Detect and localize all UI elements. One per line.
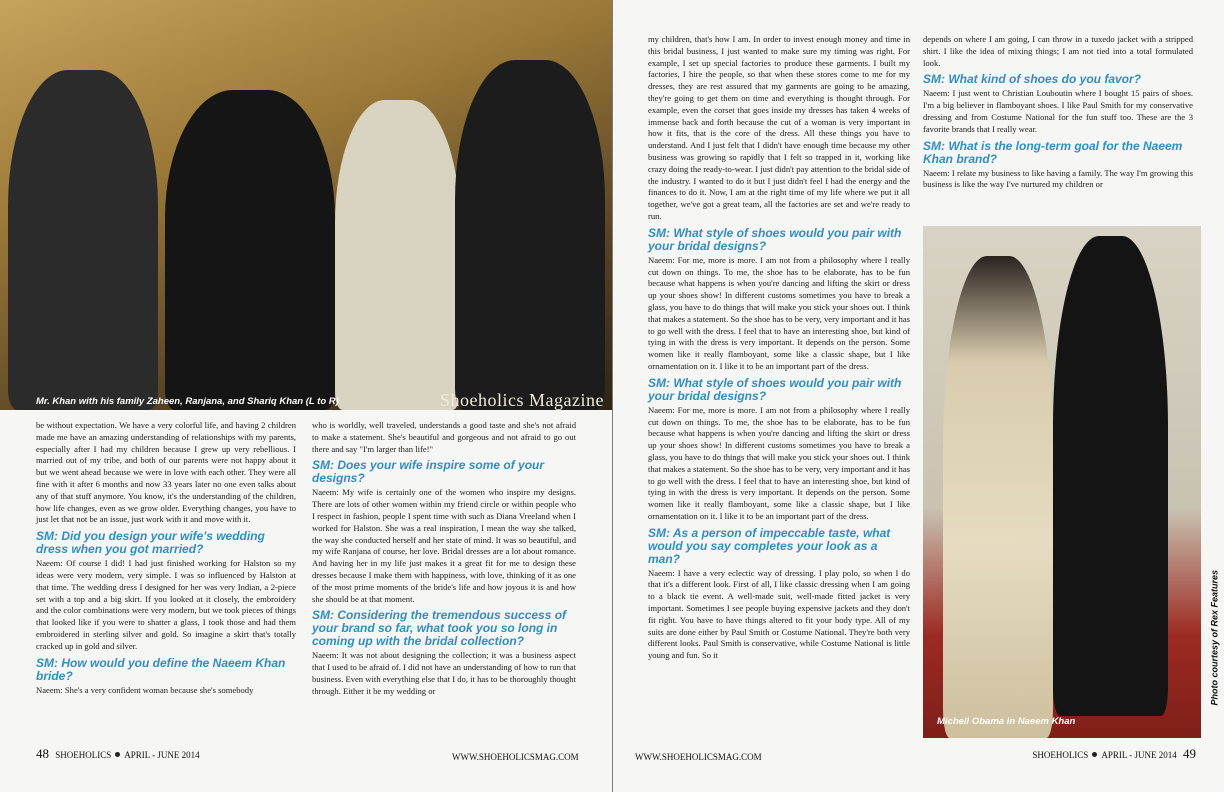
- question-heading: SM: What kind of shoes do you favor?: [923, 72, 1142, 87]
- bullet-dot: [115, 752, 120, 757]
- answer: Naeem: For me, more is more. I am not from a philosophy where I really cut down on things. To me, the shoe has to be elaborate, has to be fun because what happens is when you're dancing and lifting the skirt or dress up your shoes show! In different customs sometimes you have to break a glass, you have to do things that will make you stick your shoes out. I think that makes a statement. So the shoe has to be very, very important and it has to go well with the dress. I feel that to have an interesting shoe, but kind of tying in with the dress is very important. It depends on the person. Some women like it really flamboyant, some like a classic shape, but I like ornamentation on it. I like it to be an important part of the dress.: [648, 404, 910, 521]
- photo-figure-tux: [1053, 236, 1168, 716]
- question-heading: SM: What style of shoes would you pair with your bridal designs?: [648, 375, 902, 403]
- paragraph: be without expectation. We have a very colorful life, and having 2 children made me have an amazing understanding of relationships with my parents, especially after I had my children because I grew up very rebellious. I married out of my tribe, and both of our parents were not happy about it but we went ahead because we were in love with each other. They were all fine with it after 6 months and now 33 years later no one even talks about any of that stuff anymore. You know, it's the understanding of the children, how life changes, even as we grow older. Everything changes, you have to just let that not be an issue, just work with it and move with it.: [36, 420, 296, 525]
- photo-credit: Photo courtesy of Rex Features: [1210, 570, 1220, 706]
- answer: Naeem: It was not about designing the collection; it was a business aspect that I used to be afraid of. I did not have an understanding of how to run that business. Even with everything else that I do, it has to be thoroughly thought through. Either it be my wedding or: [312, 650, 576, 696]
- photo-figure-1: [8, 70, 158, 410]
- question-heading: SM: Did you design your wife's wedding dress when you got married?: [36, 529, 265, 557]
- photo-figure-2: [165, 90, 335, 410]
- issue-date: APRIL - JUNE 2014: [1101, 750, 1177, 760]
- page-number: 49: [1183, 746, 1196, 761]
- answer: Naeem: I just went to Christian Louboutin where I bought 15 pairs of shoes. I'm a big believer in flamboyant shoes. I like Paul Smith for my conservative dressing and from Costume National for the fun stuff too. These are the 3 favorite brands that I really wear.: [923, 88, 1193, 134]
- watermark: Shoeholics Magazine: [440, 390, 604, 410]
- left-footer-url[interactable]: WWW.SHOEHOLICSMAG.COM: [452, 752, 579, 762]
- right-footer: [1032, 746, 1200, 762]
- question-heading: SM: What is the long-term goal for the Naeem Khan brand?: [923, 138, 1183, 166]
- photo-figure-3: [335, 100, 460, 410]
- photo-figure-gown: [943, 256, 1053, 738]
- left-footer: [36, 746, 200, 762]
- photo-caption: Mr. Khan with his family Zaheen, Ranjana, and Shariq Khan (L to R): [36, 396, 339, 407]
- right-page: [613, 0, 1224, 792]
- answer: Naeem: Of course I did! I had just finished working for Halston so my ideas were very modern, very simple. I was so influenced by Halston at that time. The wedding dress I designed for her was very Indian, a 2-piece set with a top and a big skirt. If you looked at it closely, the embroidery and the color combinations were very modern, but we took pieces of things that looked like if you were to shatter a glass, I took those and had them embroidered in sterling silver and gold. So imagine a skirt that's totally cracked up in gold and silver.: [36, 558, 296, 651]
- issue-date: APRIL - JUNE 2014: [124, 750, 200, 760]
- question-heading: SM: How would you define the Naeem Khan bride?: [36, 655, 286, 683]
- question-heading: SM: What style of shoes would you pair with your bridal designs?: [648, 225, 902, 253]
- answer: Naeem: I have a very eclectic way of dressing. I play polo, so when I do that it's a different look. First of all, I like classic dressing when I am going to a black tie event. A well-made suit, well-made fitted jacket is very important. Sometimes I see people buying expensive jackets and they don't fit right. You have to have things altered to fit your body type. All of my suits are done either by Paul Smith or Costume National. They're both very different looks. Paul Smith is conservative, while Costume National is little young and fun. So it: [648, 567, 910, 661]
- question-heading: SM: Considering the tremendous success of your brand so far, what took you so long in coming up with the bridal collection?: [312, 608, 567, 649]
- right-footer-url[interactable]: WWW.SHOEHOLICSMAG.COM: [635, 752, 762, 762]
- bullet-dot: [1092, 752, 1097, 757]
- magazine-name: SHOEHOLICS: [1032, 750, 1089, 760]
- obama-photo: [923, 226, 1201, 738]
- answer: Naeem: She's a very confident woman because she's somebody: [36, 684, 254, 695]
- answer: Naeem: My wife is certainly one of the women who inspire my designs. There are lots of other women within my friend circle or within people who I respect in fashion, people I spent time with such as Diana Vreeland when I worked for Halston. She was a real inspiration, I mean the way she talked, the way she conducted herself and her state of mind. It was so beautiful, and my wife Ranjana of course, her love. Bridal dresses are a lot about romance. And having her in my life just makes it a great fit for me to design these dresses because I make them with happiness, with love, thinking of it as one of the most prime moments of the bride's life and how joyous it is and how she should be at that moment.: [312, 487, 576, 604]
- right-column-2: [923, 34, 1193, 191]
- paragraph: who is worldly, well traveled, understands a good taste and she's not afraid to make a statement. She's beautiful and gorgeous and not afraid to go out there and say "I'm larger than life!": [312, 420, 576, 454]
- photo-caption: Michell Obama in Naeem Khan: [937, 716, 1076, 727]
- paragraph: my children, that's how I am. In order to invest enough money and time in this bridal business, I just wanted to make sure my timing was right. For example, I set up special factories to produce these garments. I built my factories, I hire the people, so that when these stores come to me for my dresses, they are rest assured that my garments are going to be amazing, they're going to get them on time and everything is thought through. For example, even the corset that goes inside my dresses has taken 4 weeks of immense back and forth because the cut of a woman is very important in how it fits, that is the core of the dress. All these things you have to understand. And I just felt that I didn't have enough time because my other business was growing so rapidly that I felt so trapped in it, working like crazy doing the ready-to-wear. I just didn't pay attention to the bridal side of the industry. I wanted to do it but I just didn't feel I had the energy and the finances to do it. Now, I am at the right time of my life where we put it all together, we've got a great team, all the factories are set and we're ready to run.: [648, 34, 910, 221]
- answer: Naeem: I relate my business to like having a family. The way I'm growing this business is like the way I've nurtured my children or: [923, 167, 1193, 190]
- answer: Naeem: For me, more is more. I am not from a philosophy where I really cut down on things. To me, the shoe has to be elaborate, has to be fun because what happens is when you're dancing and lifting the skirt or dress up your shoes show! In different customs sometimes you have to break a glass, you have to do things that will make you stick your shoes out. I think that makes a statement. So the shoe has to be very, very important and it has to go well with the dress. I feel that to have an interesting shoe, but kind of tying in with the dress is very important. It depends on the person. Some women like it really flamboyant, some like a classic shape, but I like ornamentation on it. I like it to be an important part of the dress.: [648, 254, 910, 371]
- family-photo: [0, 0, 612, 410]
- page-number: 48: [36, 746, 49, 761]
- question-heading: SM: As a person of impeccable taste, what would you say completes your look as a man?: [648, 525, 891, 566]
- left-column-1: [36, 420, 296, 696]
- photo-figure-4: [455, 60, 605, 410]
- paragraph: depends on where I am going, I can throw in a tuxedo jacket with a stripped shirt. I like the idea of mixing things; I am not tied into a total formulated look.: [923, 34, 1193, 68]
- magazine-name: SHOEHOLICS: [55, 750, 112, 760]
- left-column-2: [312, 420, 576, 698]
- question-heading: SM: Does your wife inspire some of your designs?: [312, 458, 545, 486]
- right-column-1: [648, 34, 910, 662]
